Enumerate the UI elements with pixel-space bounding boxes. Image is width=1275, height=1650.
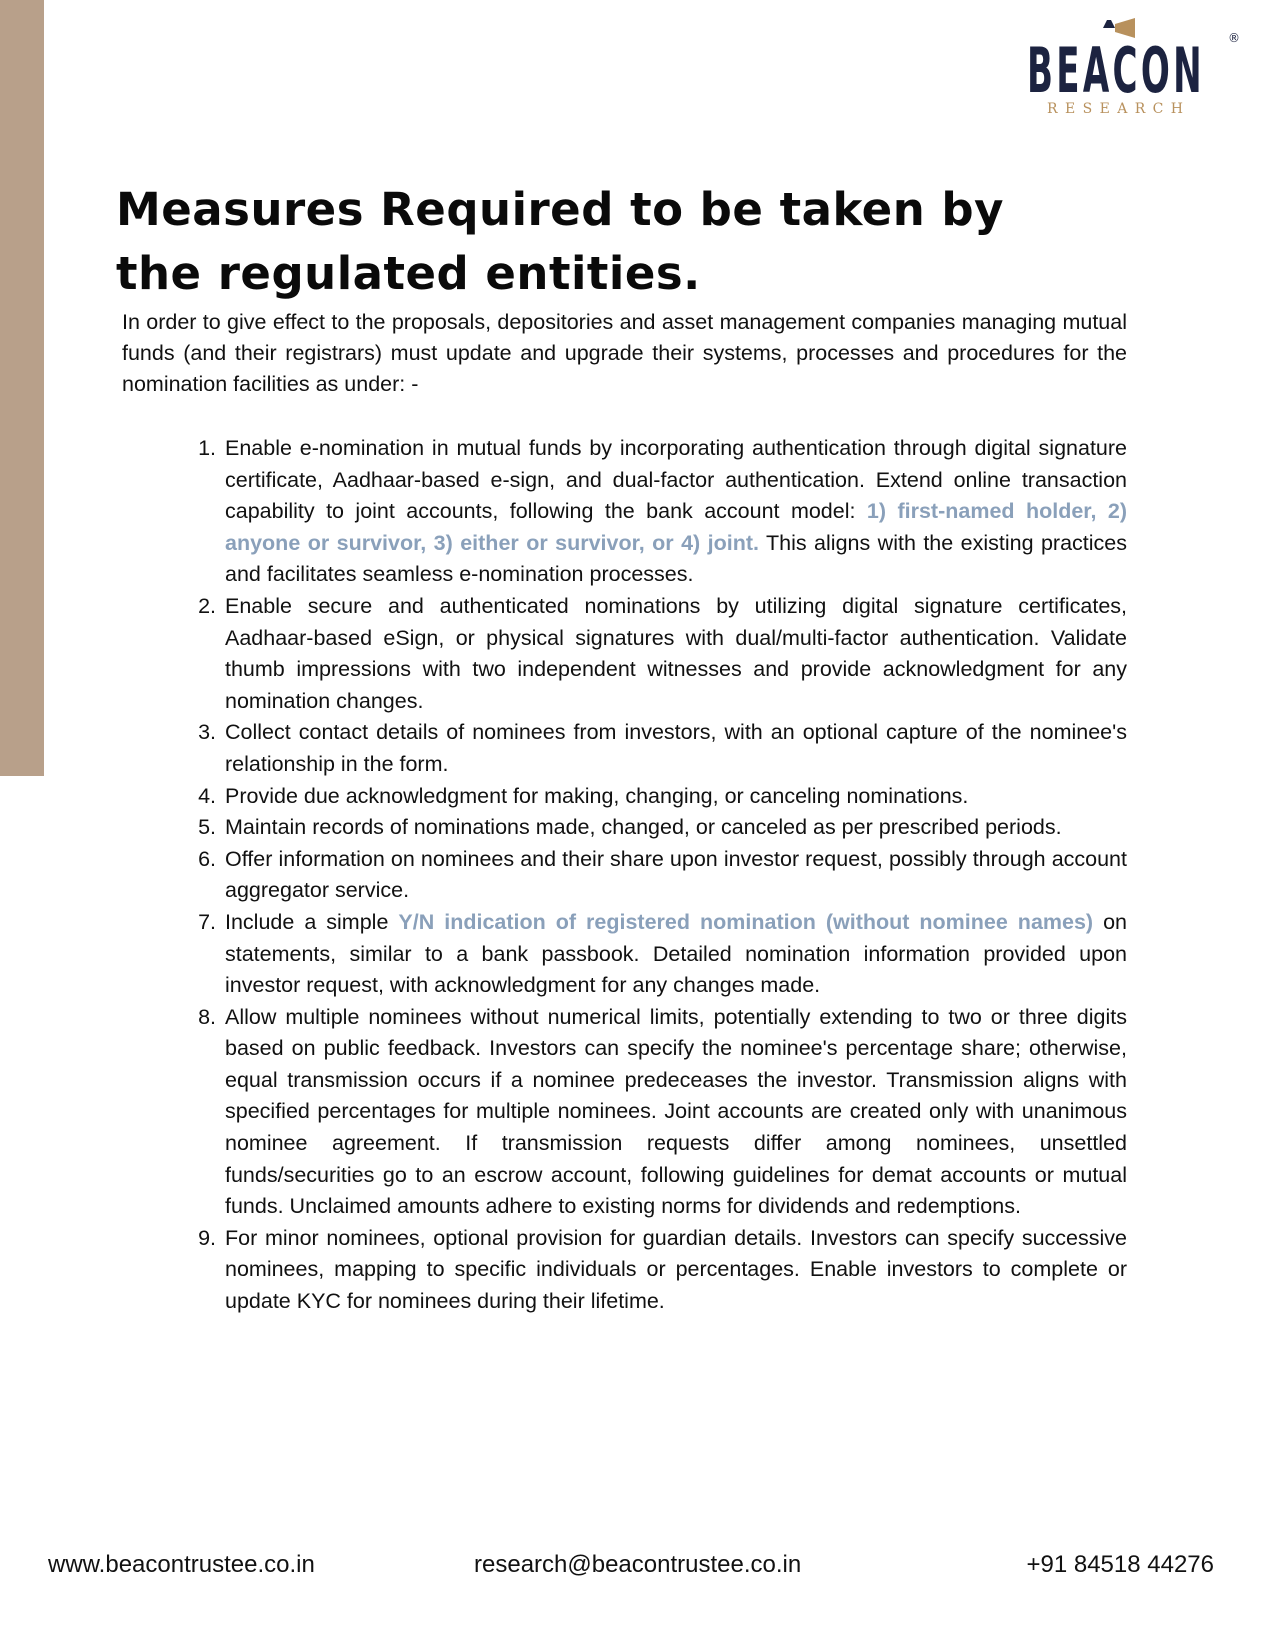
item-number: 3.: [198, 720, 216, 745]
item-number: 1.: [198, 436, 216, 460]
list-item: [122, 781, 1127, 813]
item-text: Maintain records of nominations made, changed, or canceled as per prescribed periods.: [225, 815, 1062, 840]
decorative-side-bar: [0, 0, 44, 776]
logo-graphic: [951, 14, 1251, 114]
list-item: [122, 812, 1127, 844]
list-item: [122, 433, 1127, 591]
item-text: Collect contact details of nominees from investors, with an optional capture of the nominee's relationship in the form.: [225, 720, 1127, 776]
list-item: [122, 1002, 1127, 1223]
page-footer: [48, 1548, 1214, 1582]
phone-number[interactable]: +91 84518 44276: [1026, 1551, 1214, 1578]
item-number: 2.: [198, 593, 216, 618]
item-text-end: on statements, similar to a bank passbook. Detailed nomination information provided upon investor request, with acknowledgment for any changes made.: [225, 909, 1128, 998]
item-number: 7.: [198, 909, 216, 934]
item-text-end: This aligns with the existing practices and facilitates seamless e-nomination processes.: [225, 530, 1127, 587]
registered-mark: ®: [1228, 31, 1240, 45]
website-link[interactable]: www.beacontrustee.co.in: [48, 1551, 315, 1578]
item-text: Include a simple: [225, 909, 399, 934]
beacon-research-logo: [951, 14, 1251, 114]
list-item: [122, 1223, 1127, 1318]
list-item: [122, 844, 1127, 907]
item-text: Offer information on nominees and their share upon investor request, possibly through account aggregator service.: [225, 846, 1127, 903]
highlighted-text: 1) first-named holder, 2) anyone or survivor, 3) either or survivor, or 4) joint.: [225, 499, 1128, 555]
list-item: [122, 591, 1127, 717]
measures-list: [122, 433, 1127, 1318]
item-text: Enable secure and authenticated nominations by utilizing digital signature certificates, Aadhaar-based eSign, or physical signatures with dual/multi-factor authentication. Validate thumb impressions with two independent witnesses and provide acknowledgment for any nomination changes.: [225, 593, 1127, 713]
logo-subtitle: RESEARCH: [1047, 101, 1207, 114]
intro-paragraph: In order to give effect to the proposals, depositories and asset management companies managing mutual funds (and their registrars) must update and upgrade their systems, processes and procedures for the nomination facilities as under: -: [122, 310, 1127, 396]
lighthouse-icon: [1103, 20, 1115, 28]
list-item: [122, 717, 1127, 780]
item-number: 8.: [198, 1004, 216, 1029]
item-text: Provide due acknowledgment for making, changing, or canceling nominations.: [225, 783, 969, 808]
highlighted-text: Y/N indication of registered nomination (without nominee names): [398, 909, 1094, 934]
item-text: Enable e-nomination in mutual funds by incorporating authentication through digital signature certificate, Aadhaar-based e-sign, and dual-factor authentication. Extend online transaction capability to joint accounts, following the bank account model:: [225, 436, 1127, 524]
logo-wordmark: BEACON: [1027, 34, 1205, 107]
item-number: 9.: [198, 1225, 216, 1250]
item-number: 5.: [198, 815, 216, 840]
item-text: Allow multiple nominees without numerical limits, potentially extending to two or three digits based on public feedback. Investors can specify the nominee's percentage share; otherwise, equal transmission occurs if a nominee predeceases the investor. Transmission aligns with specified percentages for multiple nominees. Joint accounts are created only with unanimous nominee agreement. If transmission requests differ among nominees, unsettled funds/securities go to an escrow account, following guidelines for demat accounts or mutual funds. Unclaimed amounts adhere to existing norms for dividends and redemptions.: [225, 1004, 1127, 1219]
item-number: 4.: [198, 783, 216, 808]
list-item: [122, 907, 1127, 1002]
page-title: Measures Required to be taken by the regulated entities.: [116, 183, 1004, 300]
item-text: For minor nominees, optional provision for guardian details. Investors can specify successive nominees, mapping to specific individuals or percentages. Enable investors to complete or update KYC for nominees during their lifetime.: [225, 1225, 1127, 1314]
email-link[interactable]: research@beacontrustee.co.in: [474, 1551, 802, 1578]
item-number: 6.: [198, 846, 216, 871]
